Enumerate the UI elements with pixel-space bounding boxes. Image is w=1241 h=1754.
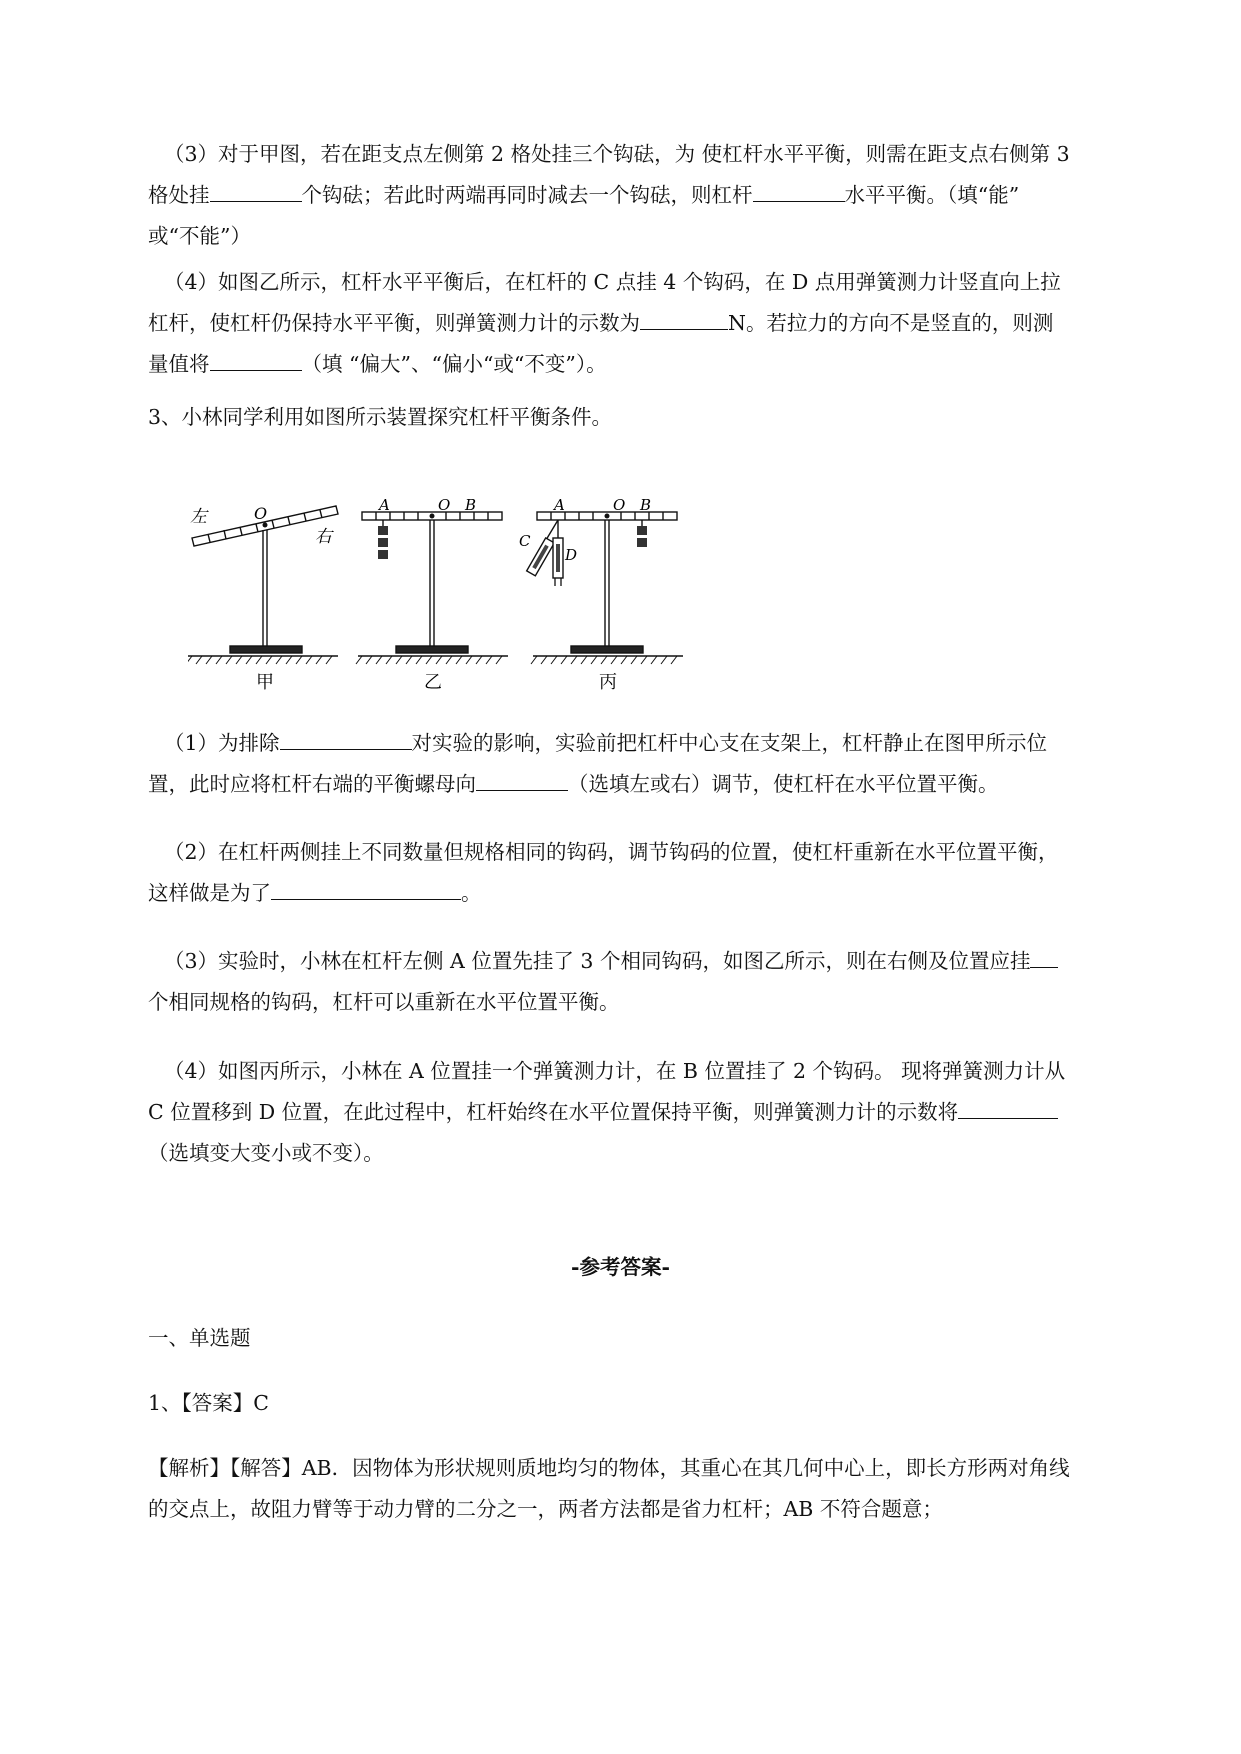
q3-part4: [148, 1051, 1148, 1174]
label-right: 右: [315, 527, 332, 547]
q3-part3: [148, 941, 1148, 1023]
lever-experiment-figure: [188, 498, 788, 693]
q3-part4-line3: （选填变大变小或不变）。: [148, 1141, 384, 1165]
answer-blank: [280, 727, 412, 750]
q3-part4-line2: C 位置移到 D 位置，在此过程中，杠杆始终在水平位置保持平衡，则弹簧测力计的示数将: [148, 1092, 1148, 1133]
caption-yi: 乙: [424, 672, 442, 693]
label-a: A: [554, 498, 565, 514]
figure-jia: [188, 504, 338, 693]
q3-part2-line2: 这样做是为了 。: [148, 873, 1148, 914]
q2-part3-line2: 格处挂 个钩砝；若此时两端再同时减去一个钩砝，则杠杆 水平平衡。（填“能”: [148, 175, 1148, 216]
q2-part4-line3: 量值将 （填 “偏大”、“偏小“或“不变”）。: [148, 344, 1148, 385]
answer-blank: [753, 179, 845, 202]
answers-heading: -参考答案-: [570, 1255, 671, 1279]
caption-jia: 甲: [256, 672, 274, 693]
q3-part1-line2: 置，此时应将杠杆右端的平衡螺母向 （选填左或右）调节，使杠杆在水平位置平衡。: [148, 764, 1148, 805]
answer-blank: [210, 348, 302, 371]
answer-blank: [958, 1096, 1058, 1119]
figure-yi: [356, 498, 508, 693]
q2-part4-line1: （4）如图乙所示，杠杆水平平衡后，在杠杆的 C 点挂 4 个钩码，在 D 点用弹簧测力计竖直向上拉: [164, 270, 1061, 294]
q2-part3-line1: （3）对于甲图，若在距支点左侧第 2 格处挂三个钩砝，为 使杠杆水平平衡，则需在距支点右侧第 3: [164, 142, 1070, 166]
answer-blank: [640, 307, 728, 330]
label-b: B: [465, 498, 477, 514]
analysis-line2: 的交点上，故阻力臂等于动力臂的二分之一，两者方法都是省力杠杆；AB 不符合题意；: [148, 1497, 943, 1521]
answer-analysis: [148, 1448, 1148, 1530]
q2-part3-line3: 或“不能”）: [148, 224, 251, 248]
q3-part2: [148, 832, 1148, 914]
q3-part3-line2: 个相同规格的钩码，杠杆可以重新在水平位置平衡。: [148, 990, 620, 1014]
q2-part3: [148, 134, 1148, 257]
q3-part1-line1: （1）为排除 对实验的影响，实验前把杠杆中心支在支架上，杠杆静止在图甲所示位: [148, 723, 1148, 764]
answer-blank: [1030, 945, 1058, 968]
answer-item-1: 1、【答案】C: [148, 1391, 269, 1415]
answers-section: 一、单选题: [148, 1326, 251, 1350]
q3-stem: 3、小林同学利用如图所示装置探究杠杆平衡条件。: [148, 405, 613, 429]
label-c: C: [519, 532, 531, 550]
figure-bing: [519, 498, 683, 693]
analysis-line1: 【解析】【解答】AB．因物体为形状规则质地均匀的物体，其重心在其几何中心上，即长方形两对角线: [148, 1456, 1070, 1480]
label-pivot-o: O: [254, 504, 268, 523]
answer-blank: [210, 179, 302, 202]
q2-part4: [148, 262, 1148, 385]
q3-part1: [148, 723, 1148, 805]
q3-part2-line1: （2）在杠杆两侧挂上不同数量但规格相同的钩码，调节钩码的位置，使杠杆重新在水平位置平衡，: [164, 840, 1059, 864]
label-o: O: [613, 498, 626, 514]
caption-bing: 丙: [599, 672, 617, 693]
answer-blank: [476, 768, 568, 791]
q2-part4-line2: 杠杆，使杠杆仍保持水平平衡，则弹簧测力计的示数为 N。若拉力的方向不是竖直的，则测: [148, 303, 1148, 344]
label-d: D: [565, 546, 578, 564]
label-b: B: [640, 498, 652, 514]
answer-blank: [271, 877, 461, 900]
label-o: O: [438, 498, 451, 514]
label-left: 左: [190, 507, 207, 527]
q3-part4-line1: （4）如图丙所示，小林在 A 位置挂一个弹簧测力计，在 B 位置挂了 2 个钩码。 现将弹簧测力计从: [164, 1059, 1066, 1083]
label-a: A: [379, 498, 390, 514]
q3-part3-line1: （3）实验时，小林在杠杆左侧 A 位置先挂了 3 个相同钩码，如图乙所示，则在右侧及位置应挂: [148, 941, 1148, 982]
